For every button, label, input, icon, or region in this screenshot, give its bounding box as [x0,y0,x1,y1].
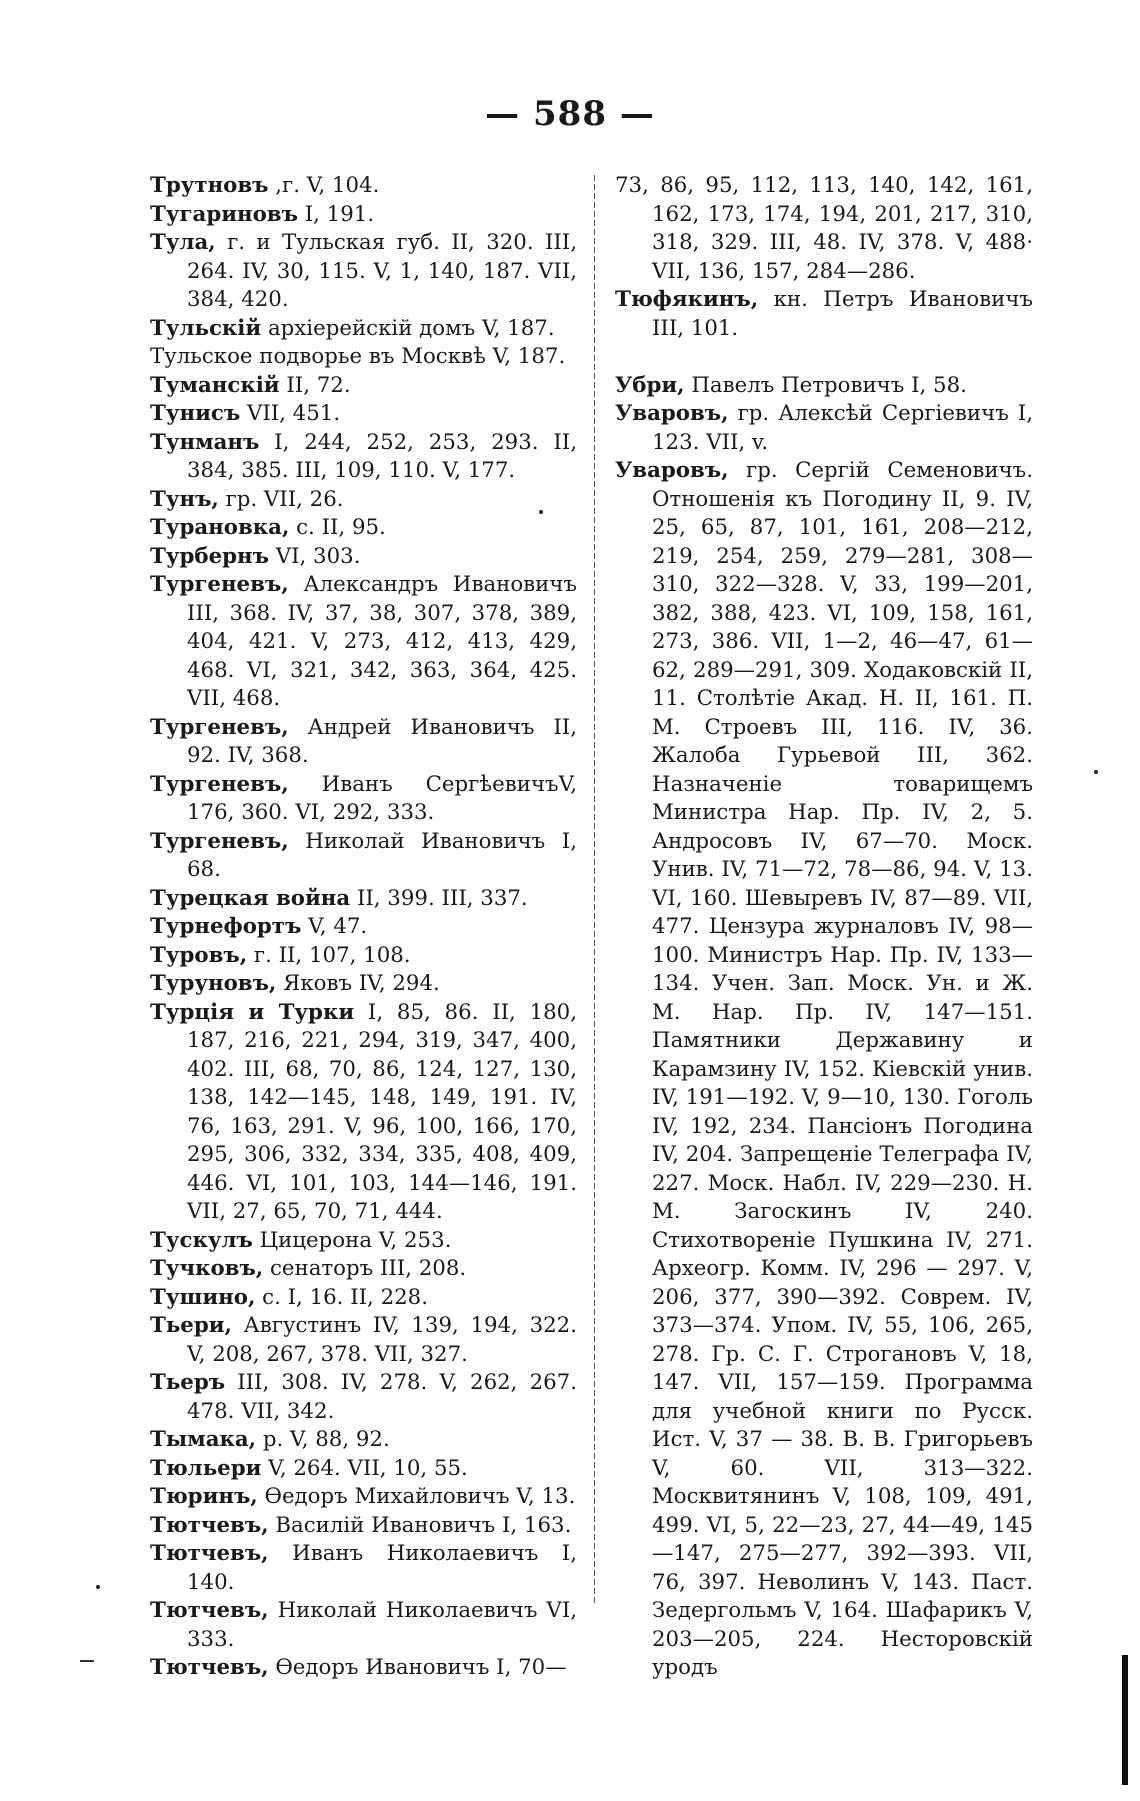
entry-heading: Убри, [615,372,685,398]
entry-references: Өедоръ Ивановичъ I, 70— [268,1655,567,1680]
entry-heading: Тучковъ, [150,1256,264,1281]
entry-references: р. V, 88, 92. [256,1427,390,1452]
entry-heading: Тютчевъ, [150,1541,269,1566]
entry-heading: Туровъ, [150,942,248,968]
entry-heading: Тушино, [150,1284,256,1310]
entry-references: г. и Тульская губ. II, 320. III, 264. IV, 30, 115. V, 1, 140, 187. VII, 384, 420. [187,230,577,312]
entry-references: с. II, 95. [289,515,386,540]
index-entry [150,1483,577,1512]
entry-heading: Турецкая война [150,885,351,911]
index-entry [150,1284,577,1313]
entry-heading: Тургеневъ, [150,572,289,597]
entry-references: сенаторъ III, 208. [263,1256,467,1281]
entry-heading: Трутновъ [150,173,269,198]
entry-heading: Тургеневъ, [150,771,289,797]
entry-references: с. I, 16. II, 228. [255,1284,428,1310]
entry-references: гр. Алексѣй Сергіевичъ I, 123. VII, v. [652,401,1033,455]
entry-references: Иванъ Николаевичъ I, 140. [187,1541,577,1595]
scan-mark-dash [80,1660,94,1662]
entry-references: архіерейскій домъ V, 187. [261,315,555,341]
index-entry [150,771,577,828]
scan-mark-dot [1094,770,1098,774]
entry-heading: Турнефортъ [150,914,302,939]
index-entry [150,315,577,344]
index-entry [150,543,577,572]
entry-heading: Тютчевъ, [150,1655,269,1680]
index-entry [150,1512,577,1541]
entry-references: Андрей Ивановичъ II, 92. IV, 368. [187,714,577,768]
entry-heading: Тугариновъ [150,201,298,227]
scan-mark-dot [96,1585,100,1589]
entry-references: гр. Сергій Семеновичъ. Отношенія къ Погодину II, 9. IV, 25, 65, 87, 101, 161, 208—212, 219, 254, 259, 279—281, 308—310, 322—328. V, 33, 199—201, 382, 388, 423. VI, 109, 158, 161, 273, 386. VII, 1—2, 46—47, 61—62, 289—291, 309. Ходаковскій II, 11. Столѣтіе Акад. Н. II, 161. П. М. Строевъ III, 116. IV, 36. Жалоба Гурьевой III, 362. Назначеніе товарищемъ Министра Нар. Пр. IV, 2, 5. Андросовъ IV, 67—70. Моск. Унив. IV, 71—72, 78—86, 94. V, 13. VI, 160. Шевыревъ IV, 87—89. VII, 477. Цензура журналовъ IV, 98—100. Министръ Нар. Пр. IV, 133—134. Учен. Зап. Моск. Ун. и Ж. М. Нар. Пр. IV, 147—151. Памятники Державину и Карамзину IV, 152. Кіевскій унив. IV, 191—192. V, 9—10, 130. Гоголь IV, 192, 234. Пансіонъ Погодина IV, 204. Запрещеніе Телеграфа IV, 227. Моск. Набл. IV, 229—230. Н. М. Загоскинъ IV, 240. Стихотвореніе Пушкина IV, 271. Археогр. Комм. IV, 296 — 297. V, 206, 377, 390—392. Соврем. IV, 373—374. Упом. IV, 55, 106, 265, 278. Гр. С. Г. Строгановъ V, 18, 147. VII, 157—159. Программа для учебной книги по Русск. Ист. V, 37 — 38. В. В. Григорьевъ V, 60. VII, 313—322. Москвитянинъ V, 108, 109, 491, 499. VI, 5, 22—23, 27, 44—49, 145—147, 275—277, 392—393. VII, 76, 397. Неволинъ V, 143. Паст. Зедергольмъ V, 164. Шафарикъ V, 203—205, 224. Несторовскій уродъ [652,458,1033,1680]
entry-references: I, 85, 86. II, 180, 187, 216, 221, 294, 319, 347, 400, 402. III, 68, 70, 86, 124, 127, 130, 138, 142—145, 148, 149, 191. IV, 76, 163, 291. V, 96, 100, 166, 170, 295, 306, 332, 334, 335, 408, 409, 446. VI, 101, 103, 144—146, 191. VII, 27, 65, 70, 71, 444. [187,999,577,1224]
entry-references: Тульское подворье въ Москвѣ V, 187. [150,344,566,369]
index-entry [150,229,577,315]
index-entry [150,571,577,714]
entry-gap [615,343,1033,372]
entry-references: Николай Николаевичъ VI, 333. [187,1598,577,1652]
entry-heading: Тунманъ [150,429,260,455]
index-entry [150,486,577,515]
index-entry [615,286,1033,343]
entry-heading: Турція и Турки [150,999,355,1025]
index-entry [150,1255,577,1284]
index-entry [150,970,577,999]
index-entry [150,429,577,486]
entry-references: Цицерона V, 253. [252,1227,452,1253]
entry-references: VI, 303. [268,543,361,569]
index-entry [150,343,577,372]
index-entry [150,1369,577,1426]
entry-heading: Тьери, [150,1313,232,1338]
entry-references: Николай Ивановичъ I, 68. [187,828,577,882]
entry-heading: Тунъ, [150,486,219,512]
entry-references: III, 308. IV, 278. V, 262, 267. 478. VII, 342. [187,1370,577,1424]
entry-references: г. II, 107, 108. [247,942,411,968]
entry-references: 73, 86, 95, 112, 113, 140, 142, 161, 162, 173, 174, 194, 201, 217, 310, 318, 329. III, 48. IV, 378. V, 488· VII, 136, 157, 284—286. [615,173,1033,284]
entry-references: Яковъ IV, 294. [276,971,440,996]
entry-heading: Туниcъ [150,401,241,426]
entry-heading: Тюльери [150,1455,262,1481]
entry-heading: Уваровъ, [615,401,729,426]
entry-references: VII, 451. [240,401,341,426]
entry-references: Өедоръ Михайловичъ V, 13. [257,1484,576,1509]
entry-heading: Тюфякинъ, [615,287,759,312]
index-entry [150,714,577,771]
entry-heading: Уваровъ, [615,458,729,483]
index-entry [615,400,1033,457]
index-entry [150,1654,577,1683]
entry-heading: Тютчевъ, [150,1598,269,1623]
column-divider [594,175,595,1605]
index-entry [150,885,577,914]
entry-heading: Туруновъ, [150,971,277,996]
entry-heading: Тюринъ, [150,1484,258,1509]
left-index-column [150,172,577,1683]
right-index-column [615,172,1033,1683]
index-entry [615,372,1033,401]
index-entry [150,913,577,942]
index-entry [150,172,577,201]
entry-references: Иванъ СергѣевичъV, 176, 360. VI, 292, 333. [187,771,577,825]
index-entry [150,999,577,1227]
entry-references: ,г. V, 104. [268,173,380,198]
index-entry [150,828,577,885]
entry-references: V, 264. VII, 10, 55. [261,1455,468,1481]
index-entry [150,1227,577,1256]
entry-heading: Тютчевъ, [150,1512,269,1538]
entry-heading: Турановка, [150,515,290,540]
entry-heading: Тьеръ [150,1370,226,1395]
index-entry [150,1455,577,1484]
entry-heading: Тымака, [150,1427,257,1452]
entry-references: I, 244, 252, 253, 293. II, 384, 385. III, 109, 110. V, 177. [187,429,577,483]
index-entry [150,201,577,230]
entry-references: Павелъ Петровичъ I, 58. [684,372,967,398]
entry-references: Августинъ IV, 139, 194, 322. V, 208, 267, 378. VII, 327. [187,1313,577,1367]
entry-references: кн. Петръ Ивановичъ III, 101. [652,287,1033,341]
index-entry [615,457,1033,1683]
index-entry [150,1540,577,1597]
index-entry [150,1312,577,1369]
index-entry [150,514,577,543]
entry-heading: Тургеневъ, [150,714,289,740]
entry-heading: Тургеневъ, [150,828,289,854]
page-number: — 588 — [485,94,655,134]
entry-heading: Тула, [150,230,216,255]
entry-references: II, 72. [279,372,351,398]
index-entry [615,172,1033,286]
index-entry [150,942,577,971]
entry-heading: Тульскій [150,315,262,341]
entry-references: Александръ Ивановичъ III, 368. IV, 37, 38, 307, 378, 389, 404, 421. V, 273, 412, 413, 429, 468. VI, 321, 342, 363, 364, 425. VII, 468. [187,572,577,711]
entry-heading: Туманскій [150,372,280,398]
index-entry [150,400,577,429]
entry-references: II, 399. III, 337. [350,885,528,911]
entry-references: I, 191. [297,201,375,227]
entry-heading: Турбернъ [150,543,269,569]
entry-heading: Тускулъ [150,1227,253,1253]
entry-references: Василій Ивановичъ I, 163. [268,1512,572,1538]
entry-references: гр. VII, 26. [218,486,344,512]
index-entry [150,1597,577,1654]
index-entry [150,372,577,401]
page-edge-bar [1122,1655,1128,1785]
scan-mark-dot [539,510,543,514]
index-entry [150,1426,577,1455]
entry-references: V, 47. [301,914,368,939]
